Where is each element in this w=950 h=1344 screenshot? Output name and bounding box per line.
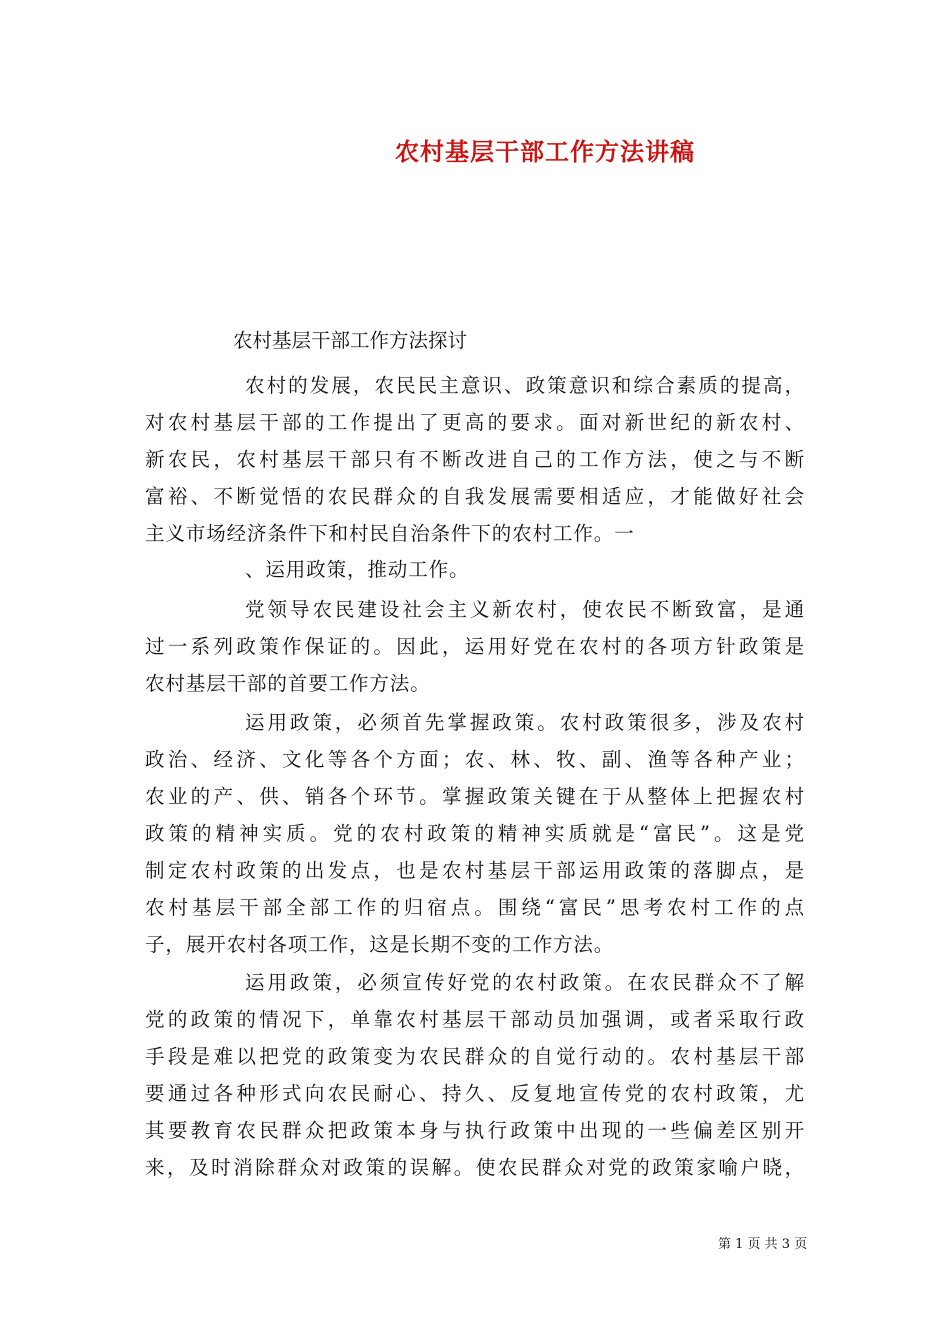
body-line: 政策的精神实质。党的农村政策的精神实质就是“富民”。这是党 <box>145 822 805 845</box>
page-footer: 第 1 页 共 3 页 <box>718 1237 808 1252</box>
body-line: 子，展开农村各项工作，这是长期不变的工作方法。 <box>145 933 615 956</box>
body-line: 运用政策，必须首先掌握政策。农村政策很多，涉及农村 <box>245 711 805 734</box>
body-line: 农村基层干部的首要工作方法。 <box>145 672 431 695</box>
body-line: 党的政策的情况下，单靠农村基层干部动员加强调，或者采取行政 <box>145 1008 805 1031</box>
body-line: 农村基层干部全部工作的归宿点。围绕“富民”思考农村工作的点 <box>145 896 805 919</box>
body-line: 制定农村政策的出发点，也是农村基层干部运用政策的落脚点，是 <box>145 859 805 882</box>
body-line: 对农村基层干部的工作提出了更高的要求。面对新世纪的新农村、 <box>145 411 805 434</box>
body-line: 其要教育农民群众把政策本身与执行政策中出现的一些偏差区别开 <box>145 1119 805 1142</box>
body-line: 手段是难以把党的政策变为农民群众的自觉行动的。农村基层干部 <box>145 1045 805 1068</box>
body-line: 农业的产、供、销各个环节。掌握政策关键在于从整体上把握农村 <box>145 785 805 808</box>
body-line: 政治、经济、文化等各个方面；农、林、牧、副、渔等各种产业； <box>145 748 805 771</box>
body-line: 主义市场经济条件下和村民自治条件下的农村工作。一 <box>145 522 635 545</box>
body-line: 富裕、不断觉悟的农民群众的自我发展需要相适应，才能做好社会 <box>145 485 805 508</box>
body-line: 运用政策，必须宣传好党的农村政策。在农民群众不了解 <box>245 971 805 994</box>
page-title: 农村基层干部工作方法讲稿 <box>395 137 695 166</box>
body-line: 过一系列政策作保证的。因此，运用好党在农村的各项方针政策是 <box>145 635 805 658</box>
body-line: 来，及时消除群众对政策的误解。使农民群众对党的政策家喻户晓， <box>145 1156 805 1179</box>
body-line: 要通过各种形式向农民耐心、持久、反复地宣传党的农村政策，尤 <box>145 1082 805 1105</box>
body-line: 新农民，农村基层干部只有不断改进自己的工作方法，使之与不断 <box>145 448 805 471</box>
body-line: 党领导农民建设社会主义新农村，使农民不断致富，是通 <box>245 598 805 621</box>
body-line: 、运用政策，推动工作。 <box>245 558 470 581</box>
body-line: 农村的发展，农民民主意识、政策意识和综合素质的提高， <box>245 374 805 397</box>
document-subtitle: 农村基层干部工作方法探讨 <box>233 329 468 352</box>
